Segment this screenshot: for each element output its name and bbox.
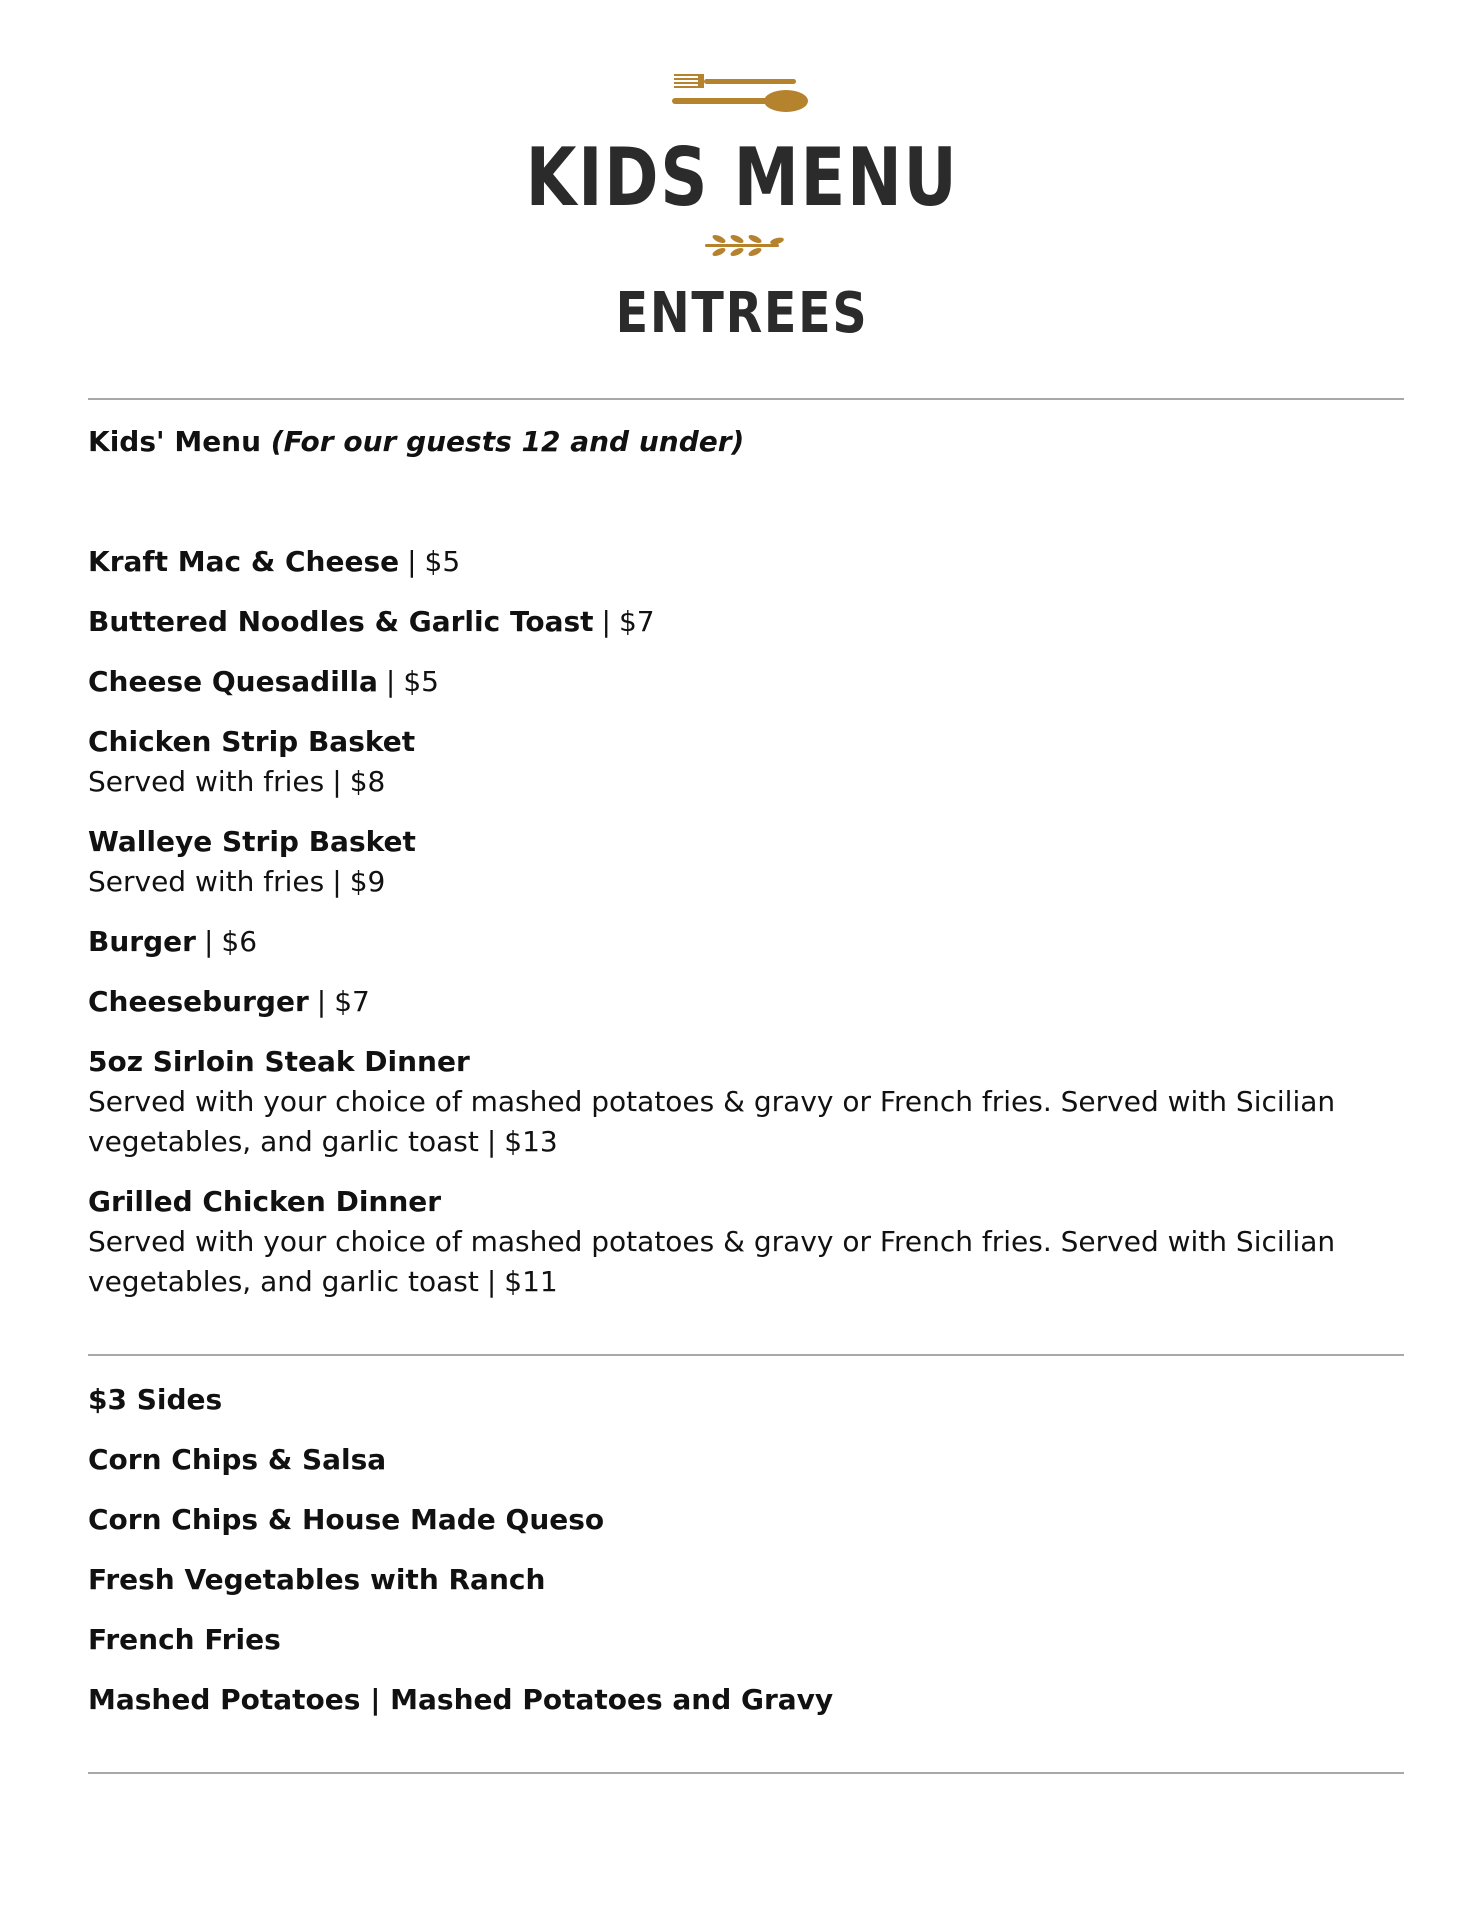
sides-section — [88, 1380, 1388, 1740]
menu-item-name: 5oz Sirloin Steak Dinner — [88, 1045, 470, 1078]
menu-item-name: Grilled Chicken Dinner — [88, 1185, 442, 1218]
side-item: Mashed Potatoes | Mashed Potatoes and Gravy — [88, 1683, 834, 1716]
menu-item — [88, 1042, 1388, 1162]
menu-item-description: Served with your choice of mashed potatoes & gravy or French fries. Served with Sicilian vegetables, and garlic toast — [88, 1085, 1336, 1158]
kids-menu-note: (For our guests 12 and under) — [270, 425, 745, 458]
menu-item — [88, 982, 1388, 1022]
divider-bottom — [88, 1772, 1404, 1774]
price-separator: | — [486, 1265, 497, 1298]
menu-item-price: $7 — [618, 605, 655, 638]
side-item: Corn Chips & Salsa — [88, 1443, 387, 1476]
price-separator: | — [385, 665, 396, 698]
sides-heading: $3 Sides — [88, 1383, 223, 1416]
price-separator: | — [316, 985, 327, 1018]
menu-item — [88, 822, 1388, 902]
divider-top — [88, 398, 1404, 400]
price-separator: | — [332, 865, 342, 898]
menu-item — [88, 722, 1388, 802]
sides-items — [88, 1440, 1388, 1720]
menu-item-price: $5 — [424, 545, 461, 578]
side-item: French Fries — [88, 1623, 281, 1656]
side-item: Fresh Vegetables with Ranch — [88, 1563, 546, 1596]
menu-item-price: $8 — [349, 765, 386, 798]
fork-and-spoon-icon — [672, 70, 812, 120]
menu-item-price: $11 — [504, 1265, 558, 1298]
menu-item — [88, 542, 1388, 582]
logo-subtitle: ENTREES — [615, 281, 869, 346]
menu-item-description: Served with fries — [88, 865, 325, 898]
menu-item-price: $7 — [334, 985, 370, 1018]
price-separator: | — [332, 765, 342, 798]
divider-middle — [88, 1354, 1404, 1356]
side-item: Corn Chips & House Made Queso — [88, 1503, 605, 1536]
menu-item-description: Served with your choice of mashed potatoes & gravy or French fries. Served with Sicilian vegetables, and garlic toast — [88, 1225, 1336, 1298]
kids-menu-section — [88, 422, 1388, 1322]
price-separator: | — [486, 1125, 497, 1158]
menu-item-price: $13 — [504, 1125, 558, 1158]
menu-item — [88, 662, 1388, 702]
menu-item-name: Burger — [88, 925, 196, 958]
menu-item-name: Kraft Mac & Cheese — [88, 545, 400, 578]
sprig-icon — [697, 232, 787, 260]
menu-item — [88, 1182, 1388, 1302]
logo-title: KIDS MENU — [525, 131, 959, 224]
kids-menu-items — [88, 542, 1388, 1302]
menu-item-name: Buttered Noodles & Garlic Toast — [88, 605, 594, 638]
menu-item-name: Cheese Quesadilla — [88, 665, 378, 698]
menu-item-description: Served with fries — [88, 765, 325, 798]
menu-item-name: Cheeseburger — [88, 985, 309, 1018]
menu-item-price: $5 — [403, 665, 439, 698]
menu-item-price: $6 — [221, 925, 258, 958]
menu-item-price: $9 — [349, 865, 386, 898]
menu-item — [88, 602, 1388, 642]
menu-item-name: Chicken Strip Basket — [88, 725, 416, 758]
kids-menu-heading — [88, 422, 1388, 462]
price-separator: | — [407, 545, 417, 578]
kids-menu-title: Kids' Menu — [88, 425, 262, 458]
menu-logo — [0, 70, 1484, 346]
price-separator: | — [601, 605, 611, 638]
menu-item-name: Walleye Strip Basket — [88, 825, 416, 858]
price-separator: | — [203, 925, 214, 958]
menu-item — [88, 922, 1388, 962]
